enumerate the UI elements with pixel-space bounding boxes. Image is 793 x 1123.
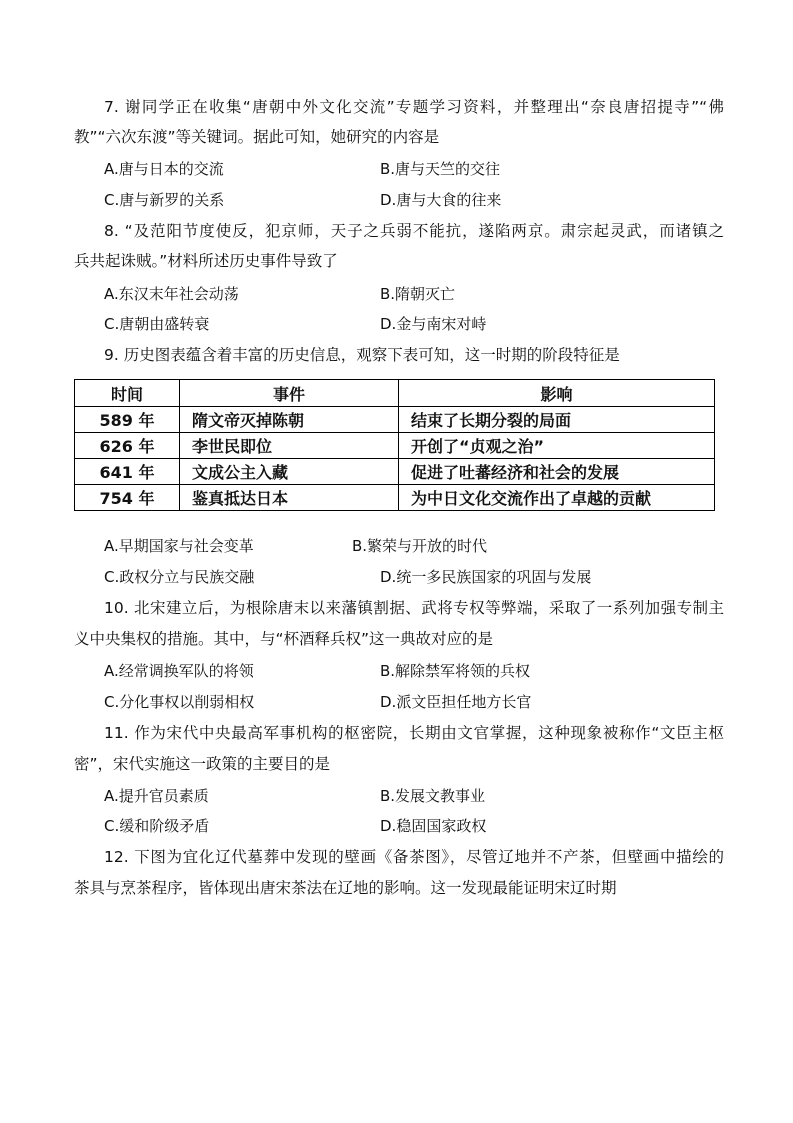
- q10-option-c[interactable]: C.分化事权以削弱相权: [104, 693, 255, 711]
- q9-option-c[interactable]: C.政权分立与民族交融: [104, 568, 255, 586]
- q9-stem: 9. 历史图表蕴含着丰富的历史信息，观察下表可知，这一时期的阶段特征是: [104, 346, 620, 364]
- q7-option-d[interactable]: D.唐与大食的往来: [380, 191, 502, 209]
- table-header-effect: 影响: [399, 380, 715, 407]
- q11-option-c[interactable]: C.缓和阶级矛盾: [104, 817, 210, 835]
- cell-event: 鉴真抵达日本: [180, 485, 399, 511]
- table-header-time: 时间: [75, 380, 180, 407]
- q8-option-a[interactable]: A.东汉末年社会动荡: [104, 285, 239, 303]
- cell-time: 754 年: [75, 485, 180, 511]
- cell-effect: 促进了吐蕃经济和社会的发展: [399, 459, 715, 485]
- q8-stem-line2: 兵共起诛贼。”材料所述历史事件导致了: [74, 252, 338, 270]
- table-row: [75, 433, 715, 459]
- q7-option-b[interactable]: B.唐与天竺的交往: [380, 160, 501, 178]
- q12-stem-line2: 茶具与烹茶程序，皆体现出唐宋茶法在辽地的影响。这一发现最能证明宋辽时期: [74, 879, 617, 897]
- table-header-row: [75, 380, 715, 407]
- cell-event: 隋文帝灭掉陈朝: [180, 407, 399, 433]
- q7-option-a[interactable]: A.唐与日本的交流: [104, 160, 224, 178]
- cell-event: 李世民即位: [180, 433, 399, 459]
- q11-option-a[interactable]: A.提升官员素质: [104, 787, 209, 805]
- q11-option-b[interactable]: B.发展文教事业: [380, 787, 486, 805]
- q10-option-d[interactable]: D.派文臣担任地方长官: [380, 693, 532, 711]
- q9-option-b[interactable]: B.繁荣与开放的时代: [352, 537, 488, 555]
- q9-event-table: [74, 379, 715, 511]
- q12-stem-line1: 12. 下图为宜化辽代墓葬中发现的壁画《备茶图》，尽管辽地并不产茶，但壁画中描绘的: [104, 848, 724, 866]
- table-row: [75, 407, 715, 433]
- q10-stem-line2: 义中央集权的措施。其中，与“杯酒释兵权”这一典故对应的是: [74, 630, 494, 648]
- cell-time: 589 年: [75, 407, 180, 433]
- q10-option-b[interactable]: B.解除禁军将领的兵权: [380, 662, 531, 680]
- q7-option-c[interactable]: C.唐与新罗的关系: [104, 191, 225, 209]
- table-header-event: 事件: [180, 380, 399, 407]
- q11-stem-line2: 密”，宋代实施这一政策的主要目的是: [74, 755, 331, 773]
- q9-option-d[interactable]: D.统一多民族国家的巩固与发展: [380, 568, 592, 586]
- q7-stem-line1: 7. 谢同学正在收集“唐朝中外文化交流”专题学习资料，并整理出“奈良唐招提寺”“佛: [104, 98, 724, 116]
- table-row: [75, 485, 715, 511]
- q8-option-c[interactable]: C.唐朝由盛转衰: [104, 315, 210, 333]
- table-row: [75, 459, 715, 485]
- cell-effect: 开创了“贞观之治”: [399, 433, 715, 459]
- q8-option-d[interactable]: D.金与南宋对峙: [380, 315, 487, 333]
- cell-event: 文成公主入藏: [180, 459, 399, 485]
- cell-time: 641 年: [75, 459, 180, 485]
- q11-stem-line1: 11. 作为宋代中央最高军事机构的枢密院，长期由文官掌握，这种现象被称作“文臣主枢: [104, 724, 724, 742]
- q10-stem-line1: 10. 北宋建立后，为根除唐末以来藩镇割据、武将专权等弊端，采取了一系列加强专制主: [104, 599, 724, 617]
- q8-stem-line1: 8. “及范阳节度使反，犯京师，天子之兵弱不能抗，遂陷两京。肃宗起灵武，而诸镇之: [104, 222, 724, 240]
- q9-option-a[interactable]: A.早期国家与社会变革: [104, 537, 254, 555]
- q11-option-d[interactable]: D.稳固国家政权: [380, 817, 487, 835]
- q7-stem-line2: 教”“六次东渡”等关键词。据此可知，她研究的内容是: [74, 128, 440, 146]
- cell-time: 626 年: [75, 433, 180, 459]
- q8-option-b[interactable]: B.隋朝灭亡: [380, 285, 456, 303]
- cell-effect: 为中日文化交流作出了卓越的贡献: [399, 485, 715, 511]
- cell-effect: 结束了长期分裂的局面: [399, 407, 715, 433]
- q10-option-a[interactable]: A.经常调换军队的将领: [104, 662, 254, 680]
